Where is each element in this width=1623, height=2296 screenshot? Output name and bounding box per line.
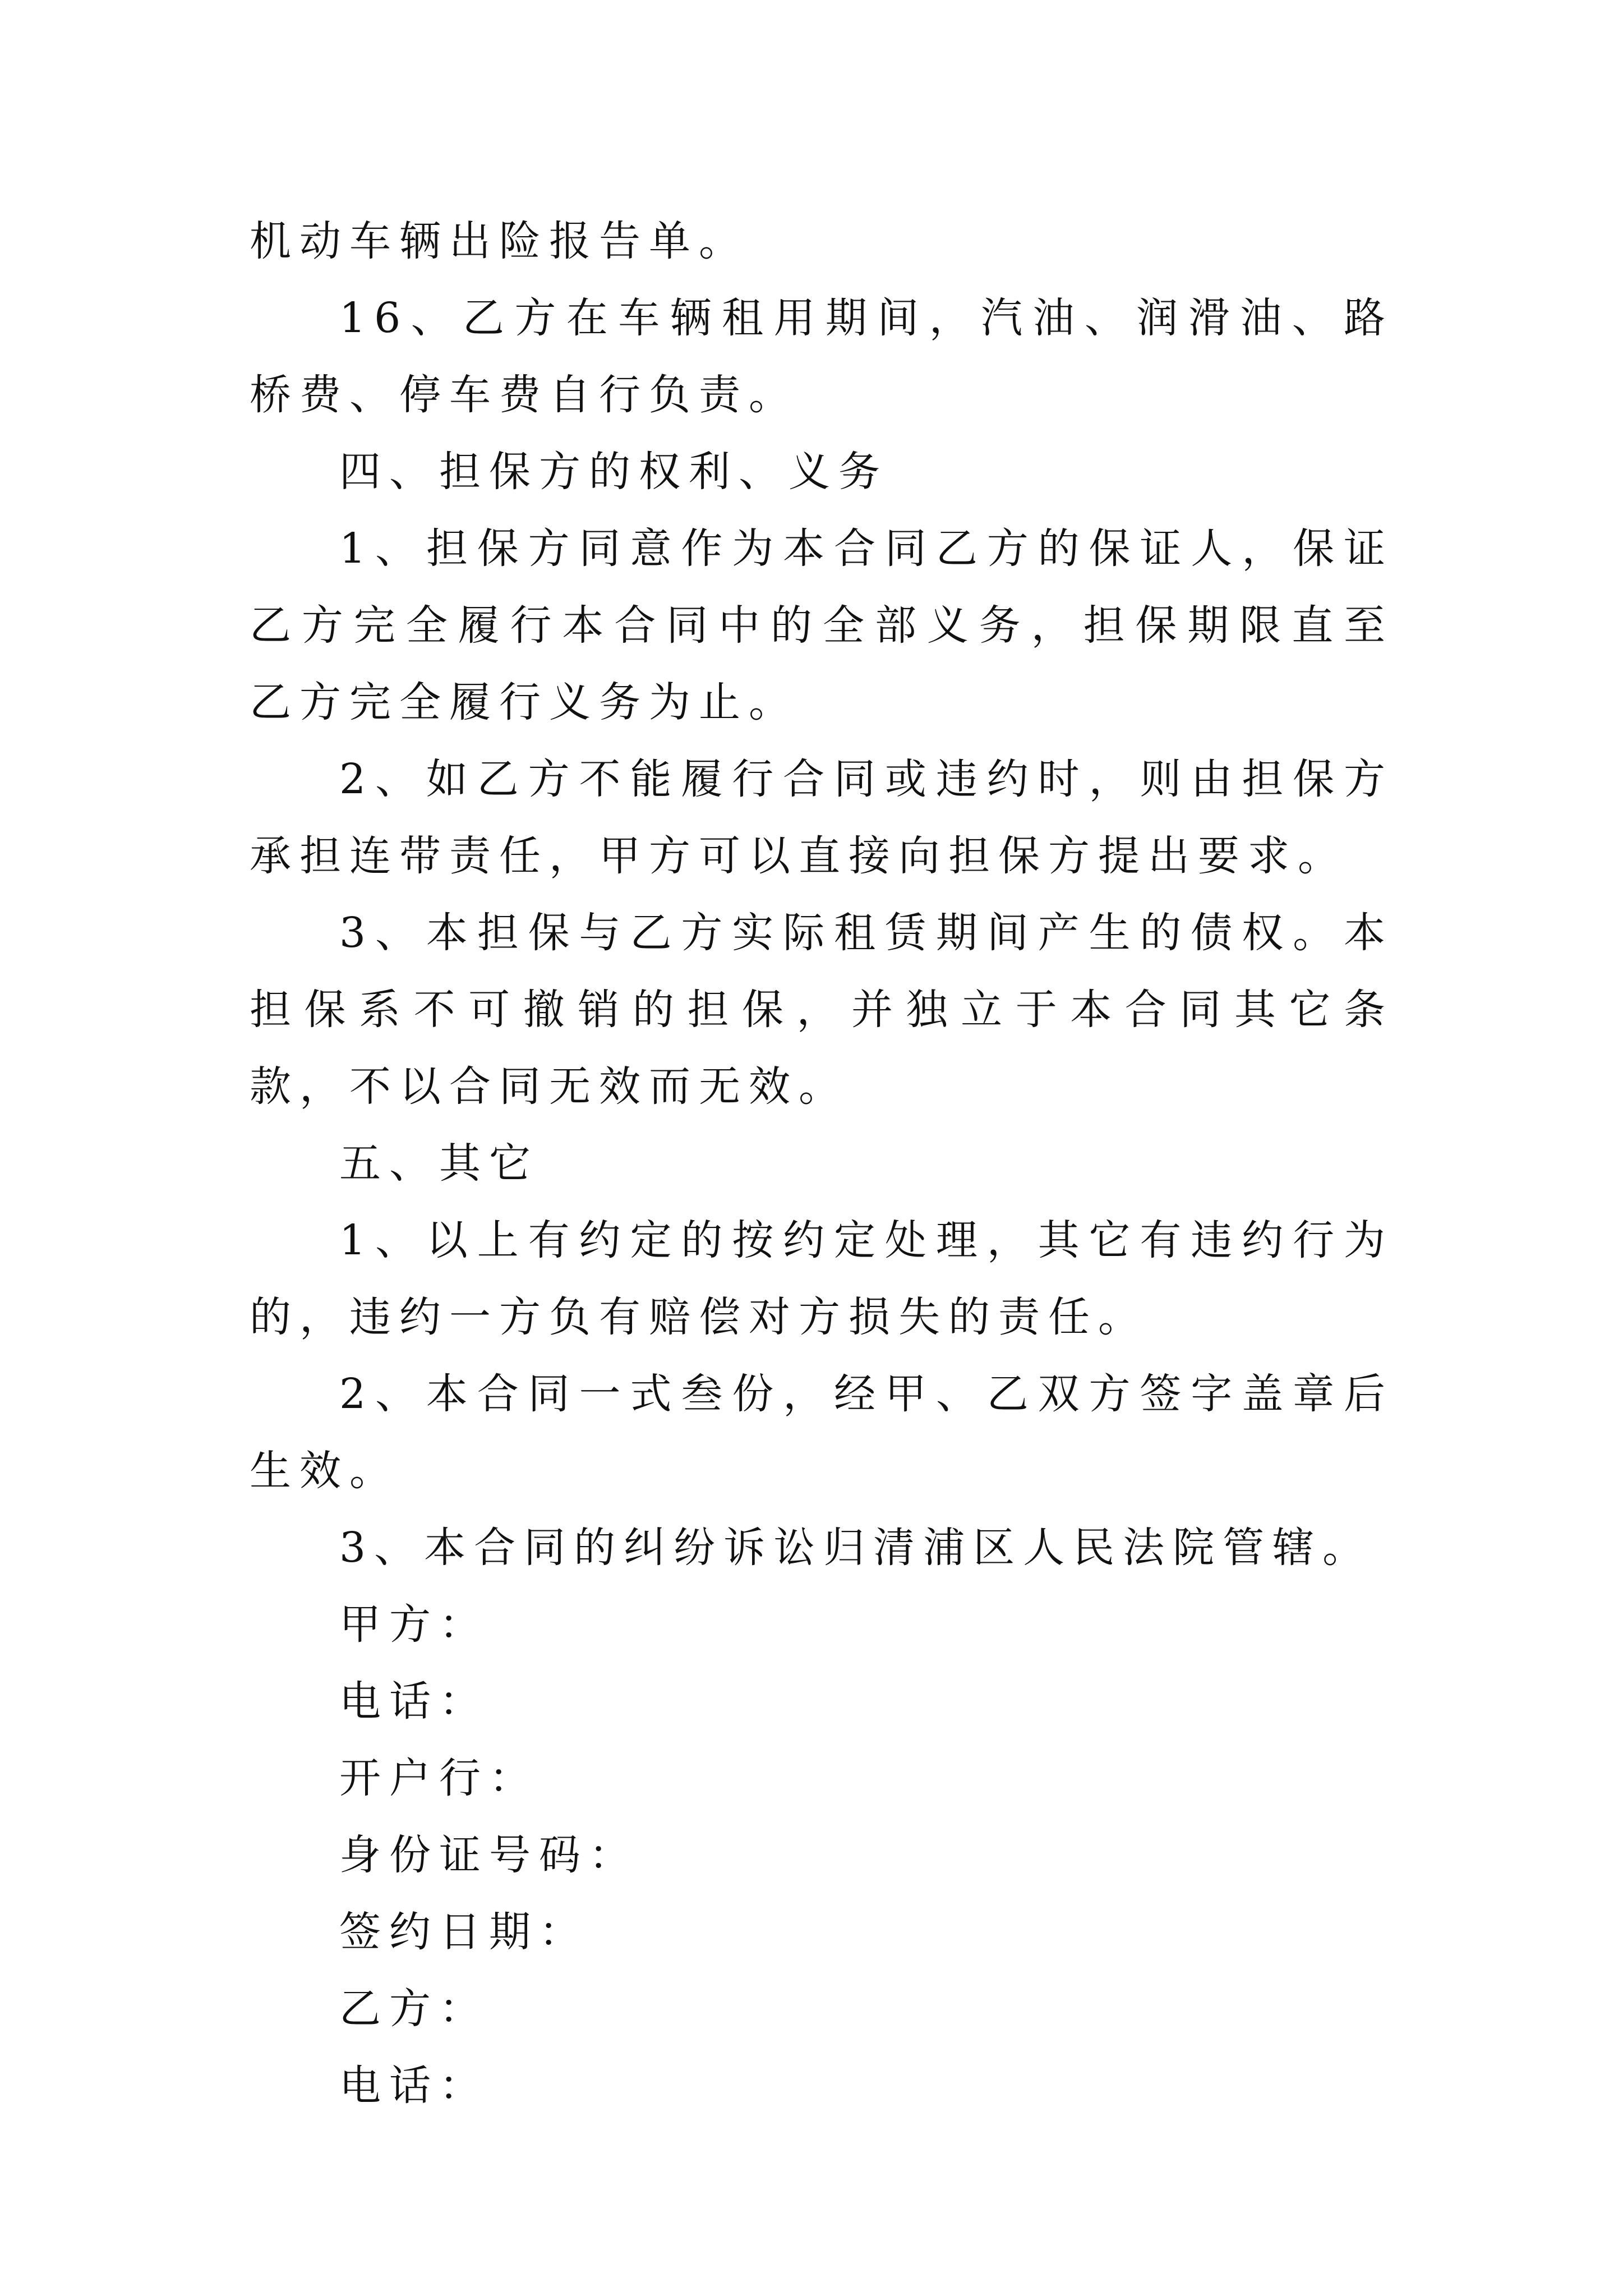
party-b-label: 乙方：	[339, 1985, 489, 2033]
section-5-item-1: 1、以上有约定的按约定处理，其它有违约行为的，违约一方负有赔偿对方损失的责任。	[250, 1216, 1394, 1341]
section-4-heading: 四、担保方的权利、义务	[339, 448, 888, 496]
sign-date-label: 签约日期：	[339, 1908, 589, 1956]
clause-16: 16、乙方在车辆租用期间，汽油、润滑油、路桥费、停车费自行负责。	[250, 294, 1394, 419]
continuation-text: 机动车辆出险报告单。	[250, 217, 749, 265]
party-a-phone-label: 电话：	[339, 1677, 489, 1726]
signature-block	[250, 1586, 1394, 2124]
section-5-item-3: 3、本合同的纠纷诉讼归清浦区人民法院管辖。	[339, 1524, 1373, 1572]
party-a-label: 甲方：	[339, 1600, 489, 1649]
id-number-label: 身份证号码：	[339, 1831, 639, 1879]
contract-page	[250, 203, 1394, 2124]
section-5-heading: 五、其它	[339, 1139, 539, 1188]
party-b-phone-label: 电话：	[339, 2062, 489, 2110]
section-4-item-2: 2、如乙方不能履行合同或违约时，则由担保方承担连带责任，甲方可以直接向担保方提出要求。	[250, 755, 1394, 880]
bank-label: 开户行：	[339, 1754, 539, 1802]
section-4-item-1: 1、担保方同意作为本合同乙方的保证人，保证乙方完全履行本合同中的全部义务，担保期限直至乙方完全履行义务为止。	[250, 524, 1394, 726]
section-4-item-3: 3、本担保与乙方实际租赁期间产生的债权。本担保系不可撤销的担保，并独立于本合同其它条款，不以合同无效而无效。	[250, 909, 1394, 1111]
section-5-item-2: 2、本合同一式叁份，经甲、乙双方签字盖章后生效。	[250, 1370, 1394, 1495]
